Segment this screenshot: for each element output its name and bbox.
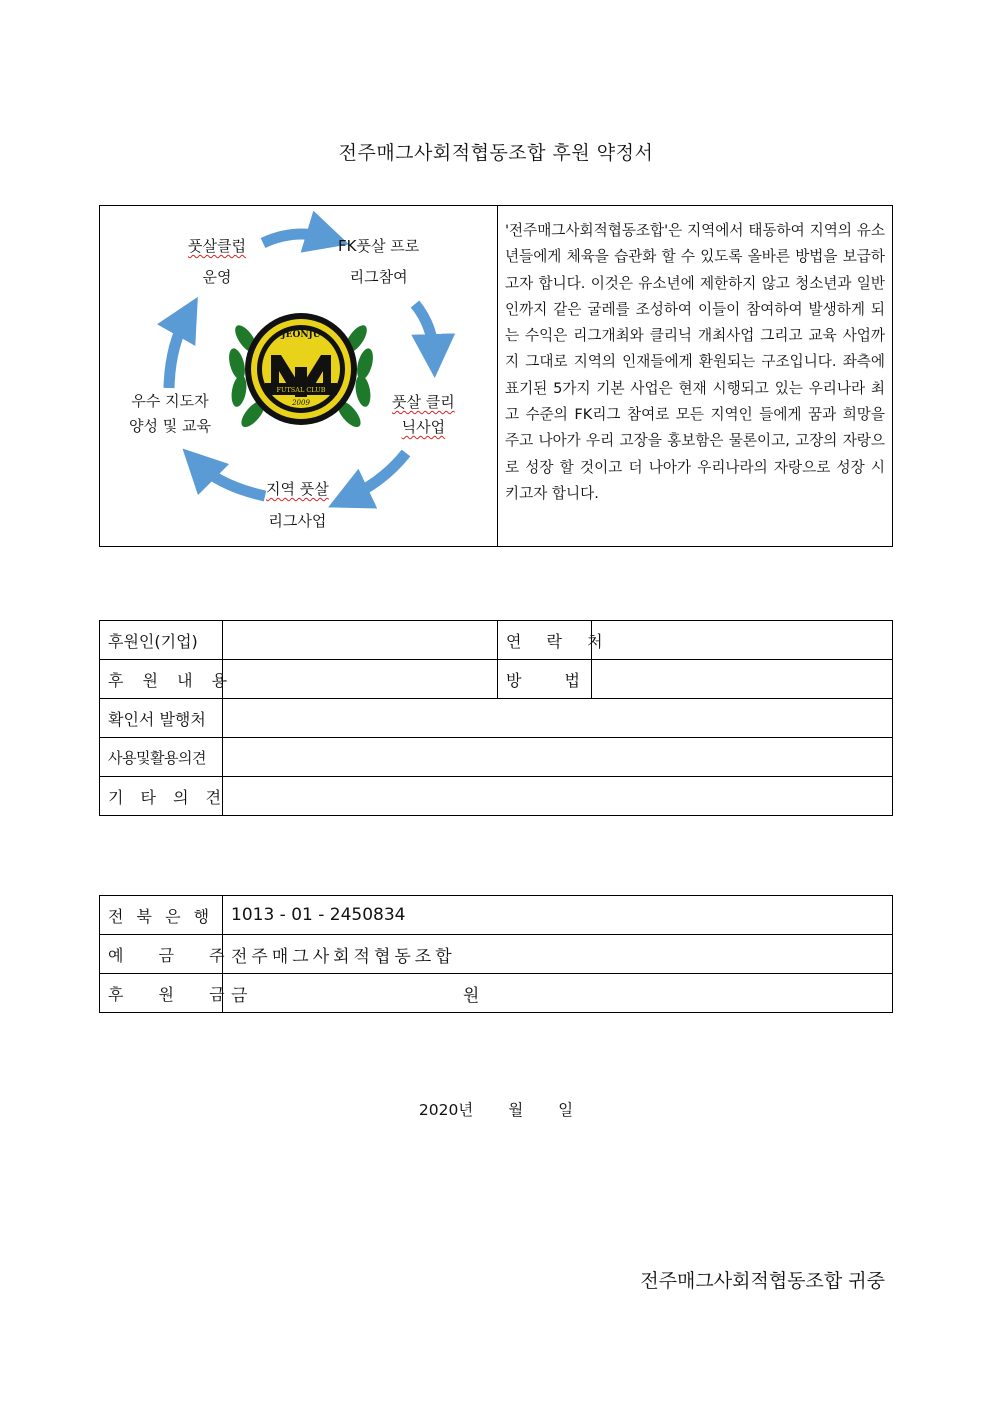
intro-divider bbox=[497, 206, 498, 546]
issuer-label: 확인서 발행처 bbox=[100, 699, 223, 738]
account-holder: 전주매그사회적협동조합 bbox=[223, 935, 893, 974]
amount-unit: 원 bbox=[462, 985, 480, 1006]
contact-label-text: 연 락 처 bbox=[506, 631, 613, 651]
table-row bbox=[100, 660, 893, 699]
business-cycle-diagram bbox=[100, 206, 497, 548]
arrow-top-icon bbox=[263, 234, 328, 243]
cycle-step-local-league bbox=[266, 480, 329, 530]
contact-label bbox=[498, 621, 613, 660]
issuer-field[interactable] bbox=[223, 699, 893, 738]
amount-label-text: 후 원 금 bbox=[108, 984, 225, 1004]
table-row bbox=[100, 699, 893, 738]
step-label-line1: FK풋살 프로 bbox=[338, 237, 420, 255]
cycle-step-coach-training bbox=[129, 392, 211, 435]
amount-label bbox=[100, 974, 223, 1013]
method-label-text: 방 법 bbox=[506, 670, 580, 690]
table-row bbox=[100, 777, 893, 816]
date-year: 2020년 bbox=[418, 1101, 474, 1119]
content-label bbox=[100, 660, 235, 699]
holder-label bbox=[100, 935, 223, 974]
cycle-step-fk-league bbox=[338, 237, 419, 286]
step-label-line2: 리그참여 bbox=[349, 268, 408, 286]
intro-paragraph: '전주매그사회적협동조합'은 지역에서 태동하여 지역의 유소년들에게 체육을 습관화 할 수 있도록 올바른 방법을 보급하고자 합니다. 이것은 유소년에 제한하지 않고 청소년과 일반인까지 같은 굴레를 조성하여 이들이 참여하여 발생하게 되는 수익은 리그개최와 클리닉 개최사업 그리고 교육 사업까지 그대로 지역의 인재들에게 환원되는 구조입니다. 좌측에 표기된 5가지 기본 사업은 현재 시행되고 있는 우리나라 최고 수준의 FK리그 참여로 모든 지역인 들에게 꿈과 희망을 주고 나아가 우리 고장을 홍보함은 물론이고, 고장의 자랑으로 성장 할 것이고 더 나아가 우리나라의 자랑으로 성장 시키고자 합니다. bbox=[505, 222, 885, 502]
usage-field[interactable] bbox=[223, 738, 893, 777]
sponsor-field[interactable] bbox=[223, 621, 498, 660]
arrow-bottom-left-icon bbox=[198, 464, 265, 496]
bank-label-text: 전 북 은 행 bbox=[108, 906, 214, 926]
amount-field[interactable] bbox=[223, 974, 893, 1013]
sponsor-form-table bbox=[99, 620, 893, 816]
document-title: 전주매그사회적협동조합 후원 약정서 bbox=[338, 142, 654, 164]
table-row bbox=[100, 974, 893, 1013]
step-label-line2: 양성 및 교육 bbox=[129, 417, 211, 435]
content-label-text: 후 원 내 용 bbox=[108, 670, 235, 690]
cycle-step-futsal-club bbox=[188, 237, 246, 286]
content-field[interactable] bbox=[223, 660, 498, 699]
contact-field[interactable] bbox=[592, 621, 893, 660]
club-logo bbox=[226, 313, 376, 431]
arrow-bottom-right-icon bbox=[348, 453, 406, 498]
table-row bbox=[100, 896, 893, 935]
date-month: 월 bbox=[508, 1101, 524, 1119]
logo-year-text: 2009 bbox=[292, 399, 310, 407]
amount-prefix: 금 bbox=[231, 985, 248, 1006]
usage-label: 사용및활용의견 bbox=[100, 738, 223, 777]
other-field[interactable] bbox=[223, 777, 893, 816]
date-day: 일 bbox=[558, 1101, 574, 1119]
table-row bbox=[100, 621, 893, 660]
cycle-step-clinic bbox=[392, 393, 455, 436]
table-row bbox=[100, 738, 893, 777]
holder-label-text: 예 금 주 bbox=[108, 945, 225, 965]
account-number: 1013 - 01 - 2450834 bbox=[223, 896, 893, 935]
logo-band-text: FUTSAL CLUB bbox=[276, 386, 326, 394]
other-label-text: 기 타 의 견 bbox=[108, 787, 228, 807]
table-row bbox=[100, 935, 893, 974]
arrow-left-icon bbox=[169, 316, 187, 388]
step-label-line2: 리그사업 bbox=[268, 512, 327, 530]
other-label bbox=[100, 777, 228, 816]
arrow-right-icon bbox=[415, 304, 434, 356]
step-label-line1: 우수 지도자 bbox=[131, 392, 209, 410]
method-field[interactable] bbox=[592, 660, 893, 699]
step-label-line2: 운영 bbox=[202, 268, 232, 286]
sponsor-label: 후원인(기업) bbox=[100, 621, 223, 660]
bank-info-table bbox=[99, 895, 893, 1013]
method-label bbox=[498, 660, 592, 699]
intro-box bbox=[99, 205, 893, 547]
date-line bbox=[0, 1098, 992, 1120]
step-label-line2: 닉사업 bbox=[401, 418, 446, 436]
bank-label bbox=[100, 896, 223, 935]
recipient-signature: 전주매그사회적협동조합 귀중 bbox=[640, 1270, 885, 1292]
step-label-line1: 지역 풋살 bbox=[266, 480, 329, 498]
step-label-line1: 풋살 클리 bbox=[392, 393, 455, 411]
logo-top-text: JEONJU bbox=[281, 330, 321, 340]
step-label-line1: 풋살클럽 bbox=[188, 237, 246, 255]
